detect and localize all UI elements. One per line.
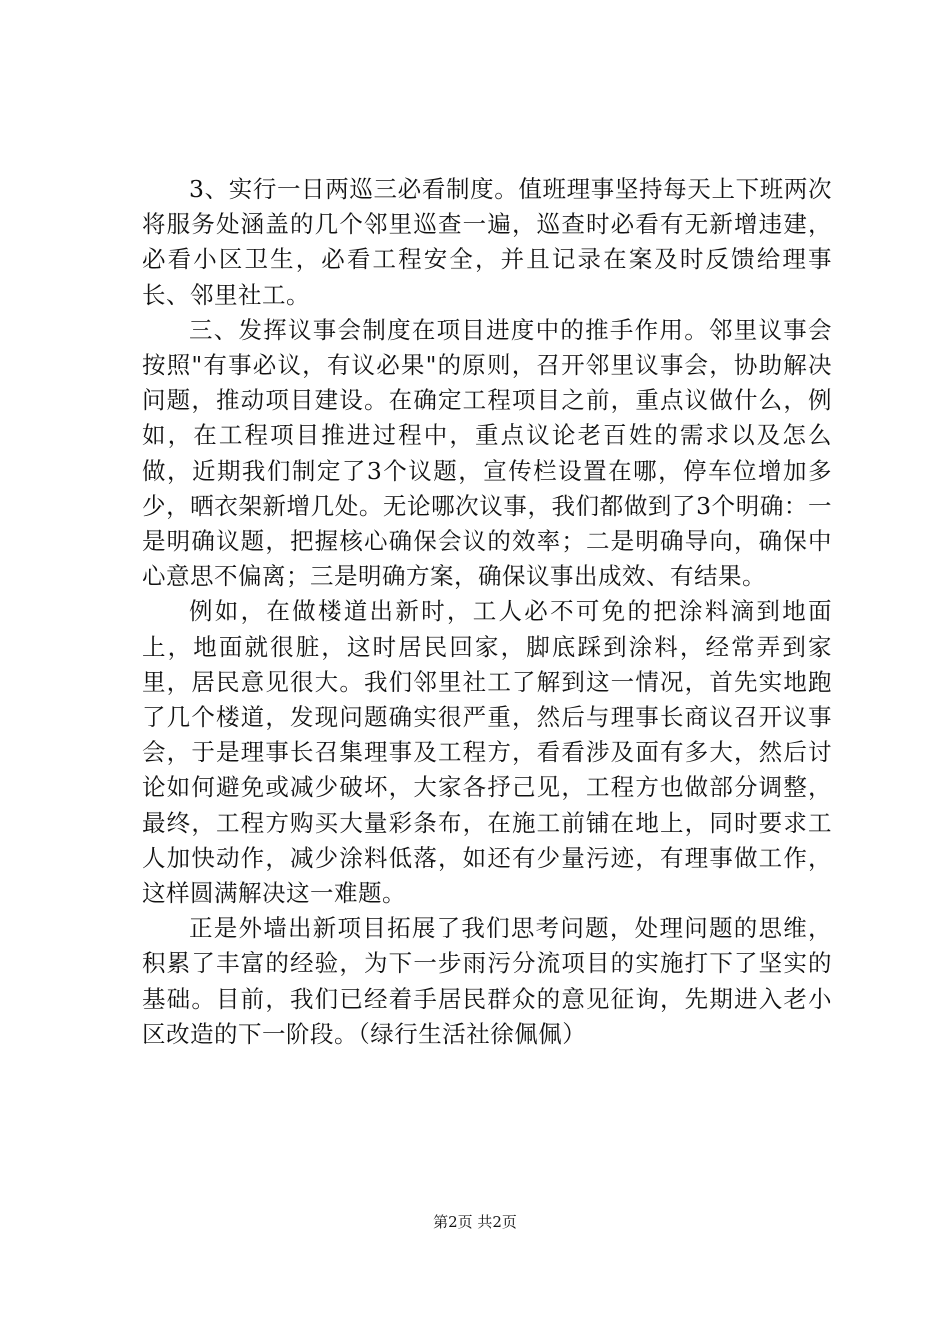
document-body [142,172,832,1052]
paragraph-patrol-system: 3、实行一日两巡三必看制度。值班理事坚持每天上下班两次将服务处涵盖的几个邻里巡查一遍，巡查时必看有无新增违建，必看小区卫生，必看工程安全，并且记录在案及时反馈给理事长、邻里社工。 [142,175,832,309]
paragraph-example-stairwell: 例如，在做楼道出新时，工人必不可免的把涂料滴到地面上，地面就很脏，这时居民回家，脚底踩到涂料，经常弄到家里，居民意见很大。我们邻里社工了解到这一情况，首先实地跑了几个楼道，发现问题确实很严重，然后与理事长商议召开议事会，于是理事长召集理事及工程方，看看涉及面有多大，然后讨论如何避免或减少破坏，大家各抒己见，工程方也做部分调整，最终，工程方购买大量彩条布，在施工前铺在地上，同时要求工人加快动作，减少涂料低落，如还有少量污迹，有理事做工作，这样圆满解决这一难题。 [142,597,832,908]
page-number-footer: 第2页 共2页 [433,1213,517,1231]
paragraph-council-system: 三、发挥议事会制度在项目进度中的推手作用。邻里议事会按照"有事必议，有议必果"的原则，召开邻里议事会，协助解决问题，推动项目建设。在确定工程项目之前，重点议做什么，例如，在工程项目推进过程中，重点议论老百姓的需求以及怎么做，近期我们制定了3个议题，宣传栏设置在哪，停车位增加多少，晒衣架新增几处。无论哪次议事，我们都做到了3个明确：一是明确议题，把握核心确保会议的效率；二是明确导向，确保中心意思不偏离；三是明确方案，确保议事出成效、有结果。 [142,315,832,591]
paragraph-conclusion: 正是外墙出新项目拓展了我们思考问题，处理问题的思维，积累了丰富的经验，为下一步雨污分流项目的实施打下了坚实的基础。目前，我们已经着手居民群众的意见征询，先期进入老小区改造的下一阶段。（绿行生活社徐佩佩） [142,914,832,1048]
